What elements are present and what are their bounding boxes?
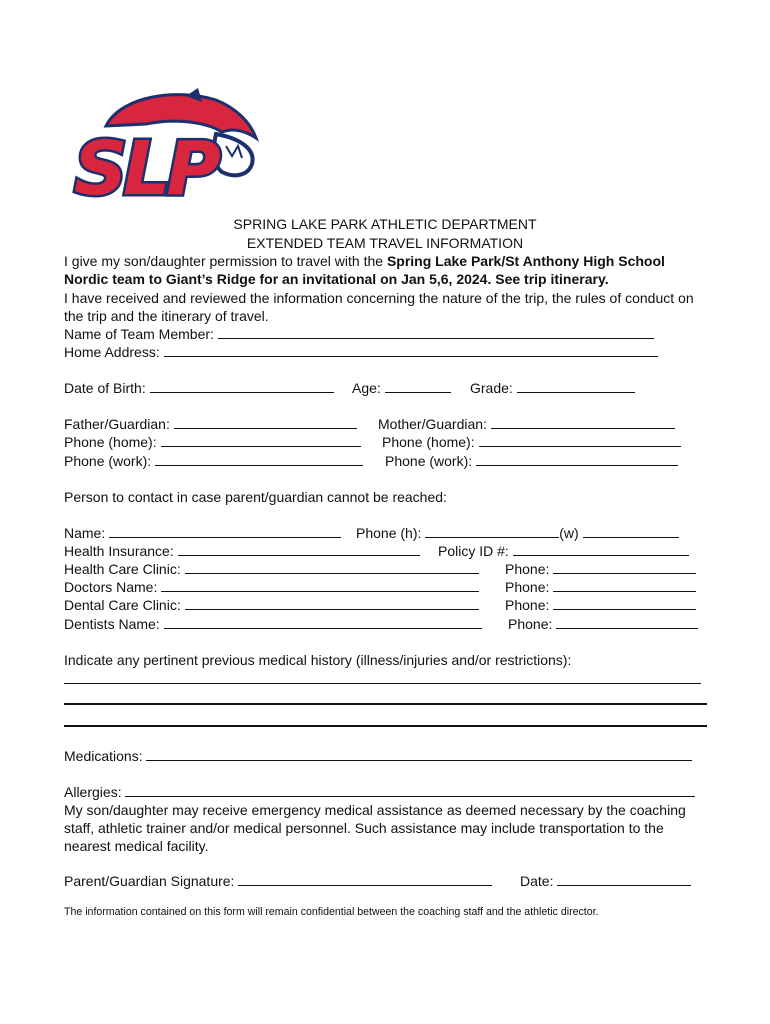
dental-clinic-phone-field[interactable] (553, 596, 696, 610)
acknowledgement-text: I have received and reviewed the information concerning the nature of the trip, the rules of conduct on the trip and the itinerary of travel. (64, 290, 694, 324)
father-label: Father/Guardian: (64, 416, 170, 432)
medications-row (64, 747, 692, 765)
medical-history-line-3[interactable] (64, 725, 707, 727)
date-label: Date: (520, 873, 554, 889)
date-group (520, 872, 691, 890)
dental-clinic-phone-group (505, 596, 696, 614)
dentist-phone-label: Phone: (508, 616, 553, 632)
permission-text: I give my son/daughter permission to travel with the (64, 253, 387, 269)
team-member-label: Name of Team Member: (64, 326, 214, 342)
policy-id-label: Policy ID #: (438, 543, 509, 559)
doctor-label: Doctors Name: (64, 579, 158, 595)
mother-phone-work-group (385, 452, 678, 470)
signature-row (64, 872, 492, 890)
logo-letters: SLP (74, 126, 217, 206)
father-phone-home-row (64, 433, 361, 451)
contact-phone-w-field[interactable] (583, 524, 679, 538)
mother-phone-work-field[interactable] (476, 452, 678, 466)
trip-details: Spring Lake Park/St Anthony High School Nordic team to Giant’s Ridge for an invitational on Jan 5,6, 2024. See trip itinerary. (64, 253, 665, 287)
allergies-label: Allergies: (64, 784, 122, 800)
dentist-row (64, 615, 482, 633)
mother-phone-home-group (382, 433, 681, 451)
father-phone-work-row (64, 452, 363, 470)
home-address-field[interactable] (164, 343, 658, 357)
mother-phone-home-field[interactable] (479, 433, 681, 447)
father-phone-home-label: Phone (home): (64, 434, 157, 450)
team-member-row (64, 325, 654, 343)
contact-phone-h-field[interactable] (425, 524, 559, 538)
father-phone-work-label: Phone (work): (64, 453, 152, 469)
mother-phone-home-label: Phone (home): (382, 434, 475, 450)
age-field[interactable] (385, 379, 451, 393)
health-clinic-phone-group (505, 560, 696, 578)
medical-history-line-1[interactable] (64, 683, 701, 684)
doctor-phone-label: Phone: (505, 579, 550, 595)
dental-clinic-row (64, 596, 479, 614)
medications-field[interactable] (146, 747, 692, 761)
dentist-field[interactable] (164, 615, 482, 629)
date-field[interactable] (557, 872, 691, 886)
age-label: Age: (352, 380, 381, 396)
grade-field[interactable] (517, 379, 635, 393)
contact-name-row (64, 524, 341, 542)
home-address-label: Home Address: (64, 344, 160, 360)
health-insurance-label: Health Insurance: (64, 543, 174, 559)
health-clinic-phone-field[interactable] (553, 560, 696, 574)
emergency-contact-heading: Person to contact in case parent/guardian cannot be reached: (64, 489, 447, 505)
allergies-row (64, 783, 695, 801)
mother-field[interactable] (491, 415, 675, 429)
father-phone-work-field[interactable] (155, 452, 363, 466)
doctor-row (64, 578, 479, 596)
dob-label: Date of Birth: (64, 380, 146, 396)
permission-statement (64, 252, 709, 288)
medical-history-line-2[interactable] (64, 703, 707, 705)
policy-id-group (438, 542, 689, 560)
medical-history-label: Indicate any pertinent previous medical history (illness/injuries and/or restrictions): (64, 652, 572, 668)
mother-phone-work-label: Phone (work): (385, 453, 473, 469)
dental-clinic-label: Dental Care Clinic: (64, 597, 181, 613)
team-member-field[interactable] (218, 325, 654, 339)
father-phone-home-field[interactable] (161, 433, 361, 447)
allergies-field[interactable] (125, 783, 695, 797)
slp-logo (66, 86, 262, 206)
form-title: EXTENDED TEAM TRAVEL INFORMATION (246, 235, 524, 251)
dentist-label: Dentists Name: (64, 616, 160, 632)
contact-phone-group (356, 524, 679, 542)
mother-group (378, 415, 675, 433)
father-field[interactable] (174, 415, 357, 429)
age-group (352, 379, 451, 397)
dental-clinic-field[interactable] (185, 596, 479, 610)
health-clinic-phone-label: Phone: (505, 561, 550, 577)
dob-row (64, 379, 334, 397)
mother-label: Mother/Guardian: (378, 416, 487, 432)
contact-name-field[interactable] (109, 524, 341, 538)
health-clinic-label: Health Care Clinic: (64, 561, 181, 577)
medications-label: Medications: (64, 748, 143, 764)
dental-clinic-phone-label: Phone: (505, 597, 550, 613)
health-clinic-row (64, 560, 479, 578)
health-insurance-field[interactable] (178, 542, 420, 556)
dentist-phone-group (508, 615, 698, 633)
health-insurance-row (64, 542, 420, 560)
grade-group (470, 379, 635, 397)
contact-phone-h-label: Phone (h): (356, 525, 422, 541)
health-clinic-field[interactable] (185, 560, 479, 574)
home-address-row (64, 343, 658, 361)
contact-name-label: Name: (64, 525, 106, 541)
doctor-phone-group (505, 578, 696, 596)
grade-label: Grade: (470, 380, 513, 396)
department-title: SPRING LAKE PARK ATHLETIC DEPARTMENT (233, 216, 537, 232)
doctor-phone-field[interactable] (553, 578, 696, 592)
signature-field[interactable] (238, 872, 492, 886)
medical-consent-text: My son/daughter may receive emergency medical assistance as deemed necessary by the coaching staff, athletic trainer and/or medical personnel. Such assistance may include transportation to the nearest medical facility. (64, 802, 686, 854)
doctor-field[interactable] (161, 578, 479, 592)
father-row (64, 415, 357, 433)
confidentiality-note: The information contained on this form will remain confidential between the coaching staff and the athletic director. (64, 906, 599, 918)
contact-phone-w-label: (w) (559, 525, 579, 541)
signature-label: Parent/Guardian Signature: (64, 873, 235, 889)
dob-field[interactable] (150, 379, 334, 393)
dentist-phone-field[interactable] (556, 615, 698, 629)
policy-id-field[interactable] (513, 542, 689, 556)
